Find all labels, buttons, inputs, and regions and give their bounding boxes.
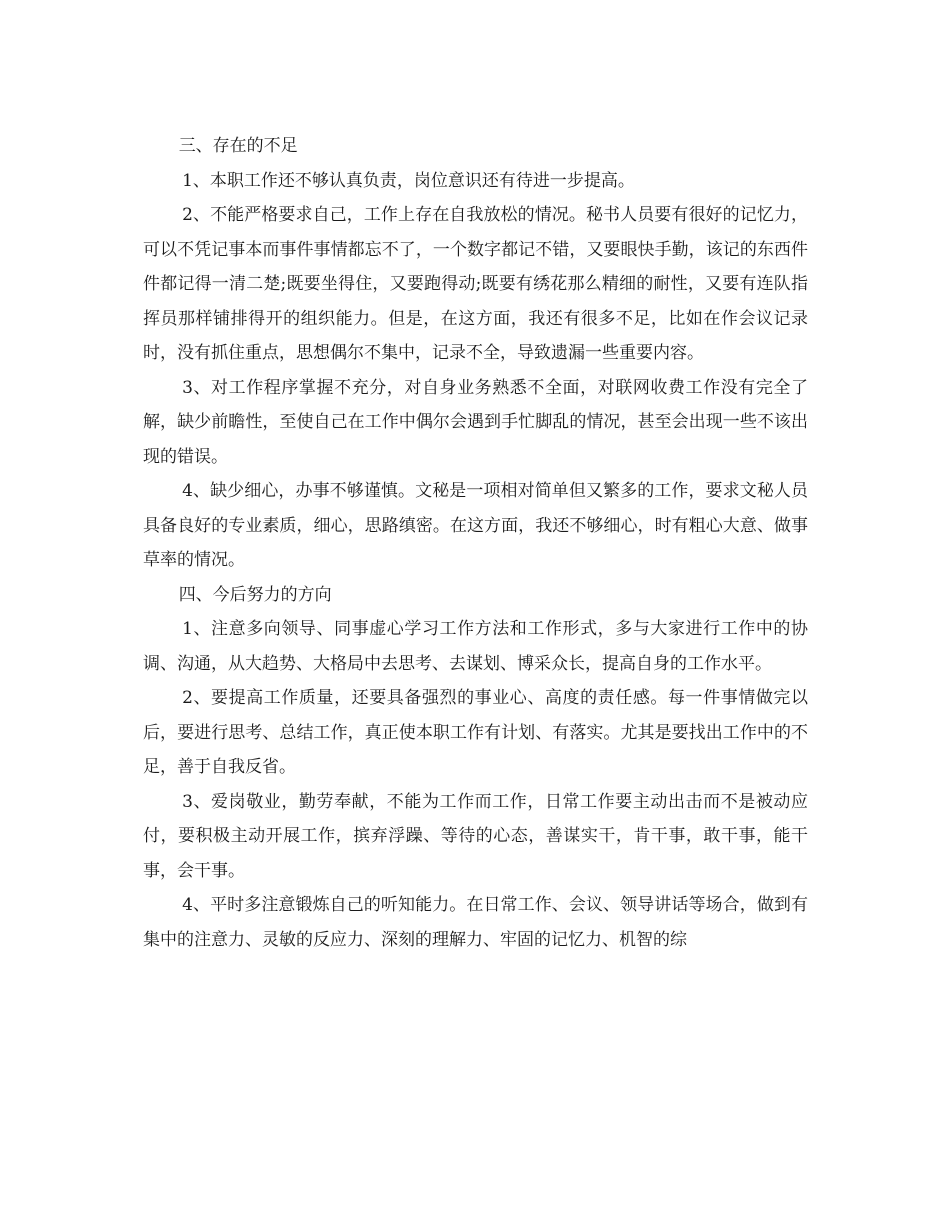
paragraph-shortcoming-1: 1、本职工作还不够认真负责，岗位意识还有待进一步提高。	[182, 170, 635, 191]
section-heading-shortcomings: 三、存在的不足	[178, 136, 298, 156]
paragraph-shortcoming-2: 2、不能严格要求自己，工作上存在自我放松的情况。秘书人员要有很好的记忆力，可以不凭记事本而事件事情都忘不了，一个数字都记不错，又要眼快手勤，该记的东西件件都记得一清二楚;既要坐得住，又要跑得动;既要有绣花那么精细的耐性，又要有连队指挥员那样铺排得开的组织能力。但是，在这方面，我还有很多不足，比如在作会议记录时，没有抓住重点，思想偶尔不集中，记录不全，导致遗漏一些重要内容。	[143, 205, 808, 363]
paragraph-direction-3: 3、爱岗敬业，勤劳奉献，不能为工作而工作，日常工作要主动出击而不是被动应付，要积极主动开展工作，摈弃浮躁、等待的心态，善谋实干，肯干事，敢干事，能干事，会干事。	[143, 791, 808, 881]
paragraph-direction-1: 1、注意多向领导、同事虚心学习工作方法和工作形式，多与大家进行工作中的协调、沟通，从大趋势、大格局中去思考、去谋划、博采众长，提高自身的工作水平。	[143, 619, 808, 674]
paragraph-direction-4: 4、平时多注意锻炼自己的听知能力。在日常工作、会议、领导讲话等场合，做到有集中的注意力、灵敏的反应力、深刻的理解力、牢固的记忆力、机智的综	[143, 895, 808, 950]
document-body	[143, 129, 808, 957]
paragraph-shortcoming-4: 4、缺少细心，办事不够谨慎。文秘是一项相对简单但又繁多的工作，要求文秘人员具备良好的专业素质，细心，思路缜密。在这方面，我还不够细心，时有粗心大意、做事草率的情况。	[143, 481, 808, 570]
paragraph-direction-2: 2、要提高工作质量，还要具备强烈的事业心、高度的责任感。每一件事情做完以后，要进行思考、总结工作，真正使本职工作有计划、有落实。尤其是要找出工作中的不足，善于自我反省。	[143, 688, 808, 777]
paragraph-shortcoming-3: 3、对工作程序掌握不充分，对自身业务熟悉不全面，对联网收费工作没有完全了解，缺少前瞻性，至使自己在工作中偶尔会遇到手忙脚乱的情况，甚至会出现一些不该出现的错误。	[143, 377, 808, 467]
section-heading-future-direction: 四、今后努力的方向	[178, 584, 332, 605]
